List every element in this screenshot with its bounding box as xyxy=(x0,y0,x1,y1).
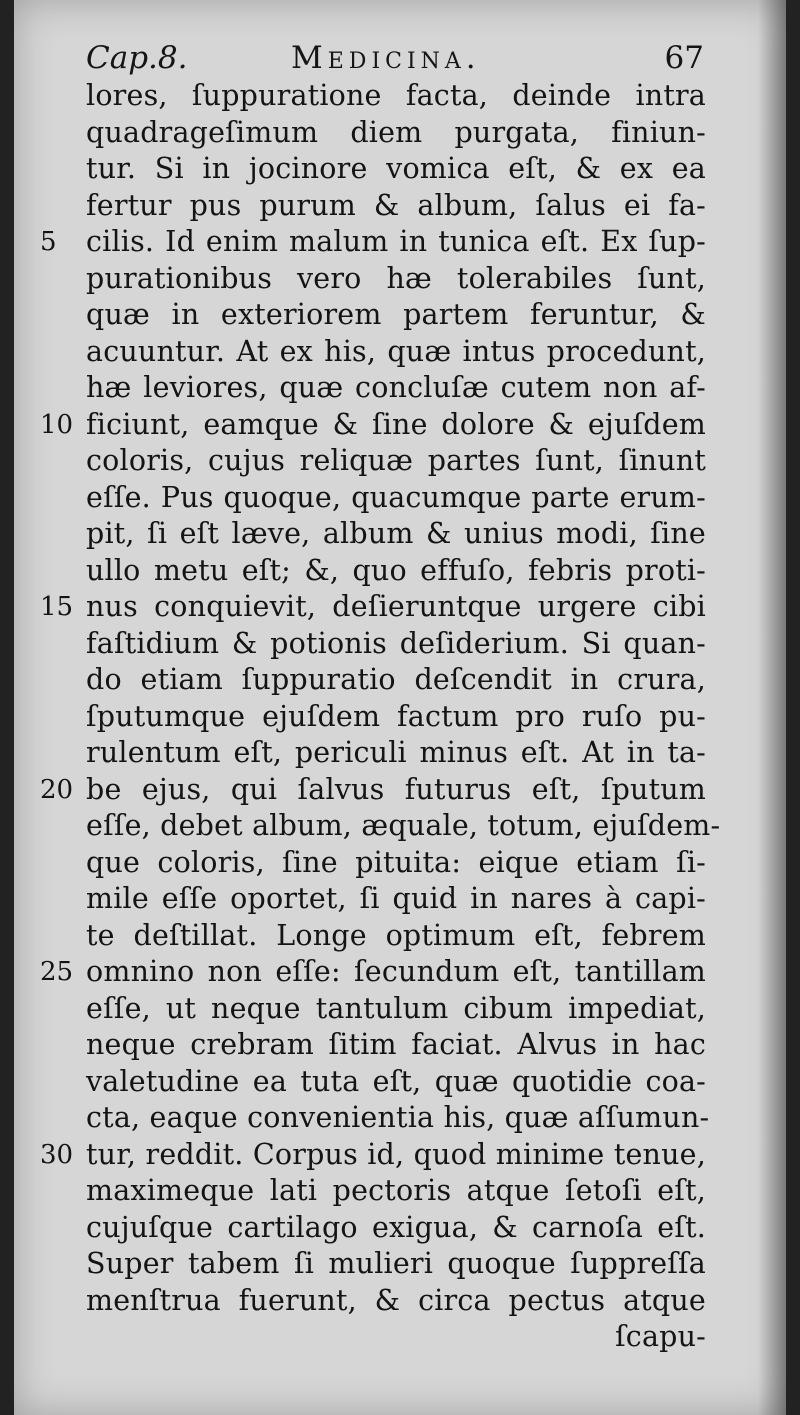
text-line: fertur pus purum & album, ſalus ei fa- xyxy=(86,188,706,222)
text-line: purationibus vero hæ tolerabiles ſunt, xyxy=(86,261,706,295)
margin-number: 20 xyxy=(40,774,74,805)
body-text xyxy=(86,78,721,1356)
text-line: faſtidium & potionis deſiderium. Si quan- xyxy=(86,626,706,660)
text-line: eſſe. Pus quoque, quacumque parte erum- xyxy=(86,480,706,514)
page-edge-shadow xyxy=(758,0,786,1415)
text-line: Super tabem ſi mulieri quoque ſuppreſſa xyxy=(86,1247,706,1280)
text-line: quadrageſimum diem purgata, finiun- xyxy=(86,115,706,149)
text-line: ſputumque ejuſdem factum pro ruſo pu- xyxy=(86,699,706,733)
text-line: cta, eaque convenientia his, quæ aſſumun- xyxy=(86,1101,710,1134)
text-line: eſſe, ut neque tantulum cibum impediat, xyxy=(86,991,706,1025)
text-line: neque crebram ſitim faciat. Alvus in hac xyxy=(86,1028,706,1061)
margin-number: 5 xyxy=(40,227,57,257)
text-line: que coloris, ſine pituita: eique etiam ſi- xyxy=(86,845,706,879)
margin-number: 30 xyxy=(40,1139,74,1170)
text-line: tur, reddit. Corpus id, quod minime tenue, xyxy=(86,1137,706,1171)
text-line: quæ in exteriorem partem feruntur, & xyxy=(86,298,706,331)
text-line: rulentum eſt, periculi minus eſt. At in ta- xyxy=(86,736,706,769)
text-line: ficiunt, eamque & ſine dolore & ejuſdem xyxy=(86,407,706,441)
text-line: mile eſſe oportet, ſi quid in nares à capi- xyxy=(86,882,706,915)
margin-number: 10 xyxy=(40,409,74,440)
margin-number: 15 xyxy=(40,592,74,622)
text-line: lores, ſuppuratione facta, deinde intra xyxy=(86,79,706,112)
page-number: 67 xyxy=(664,40,704,76)
text-line: eſſe, debet album, æquale, totum, ejuſdem- xyxy=(86,809,721,842)
text-line: ullo metu eſt; &, quo effuſo, febris proti- xyxy=(86,553,706,587)
text-line: do etiam ſuppuratio deſcendit in crura, xyxy=(86,663,706,696)
text-line: coloris, cujus reliquæ partes ſunt, ſinunt xyxy=(86,444,706,477)
text-line: cilis. Id enim malum in tunica eſt. Ex ſup- xyxy=(86,225,706,258)
text-line: pit, ſi eſt læve, album & unius modi, ſine xyxy=(86,517,706,550)
margin-number: 25 xyxy=(40,957,74,987)
text-line: cujuſque cartilago exigua, & carnoſa eſt. xyxy=(86,1210,706,1244)
running-title: Medicina. xyxy=(291,40,481,76)
text-line: ſcapu- xyxy=(615,1320,706,1353)
text-line: hæ leviores, quæ concluſæ cutem non af- xyxy=(86,371,706,404)
text-line: omnino non eſſe: ſecundum eſt, tantillam xyxy=(86,955,706,988)
text-line: nus conquievit, deſieruntque urgere cibi xyxy=(86,590,706,623)
text-line: tur. Si in jocinore vomica eſt, & ex ea xyxy=(86,152,706,185)
text-line: acuuntur. At ex his, quæ intus procedunt, xyxy=(86,334,706,368)
text-line: be ejus, qui ſalvus futurus eſt, ſputum xyxy=(86,772,706,806)
text-line: menſtrua fuerunt, & circa pectus atque xyxy=(86,1283,706,1317)
chapter-label: Cap.8. xyxy=(86,40,188,76)
text-line: maximeque lati pectoris atque ſetoſi eſt, xyxy=(86,1174,706,1207)
text-line: te deſtillat. Longe optimum eſt, febrem xyxy=(86,918,706,952)
text-line: valetudine ea tuta eſt, quæ quotidie coa- xyxy=(86,1064,706,1098)
